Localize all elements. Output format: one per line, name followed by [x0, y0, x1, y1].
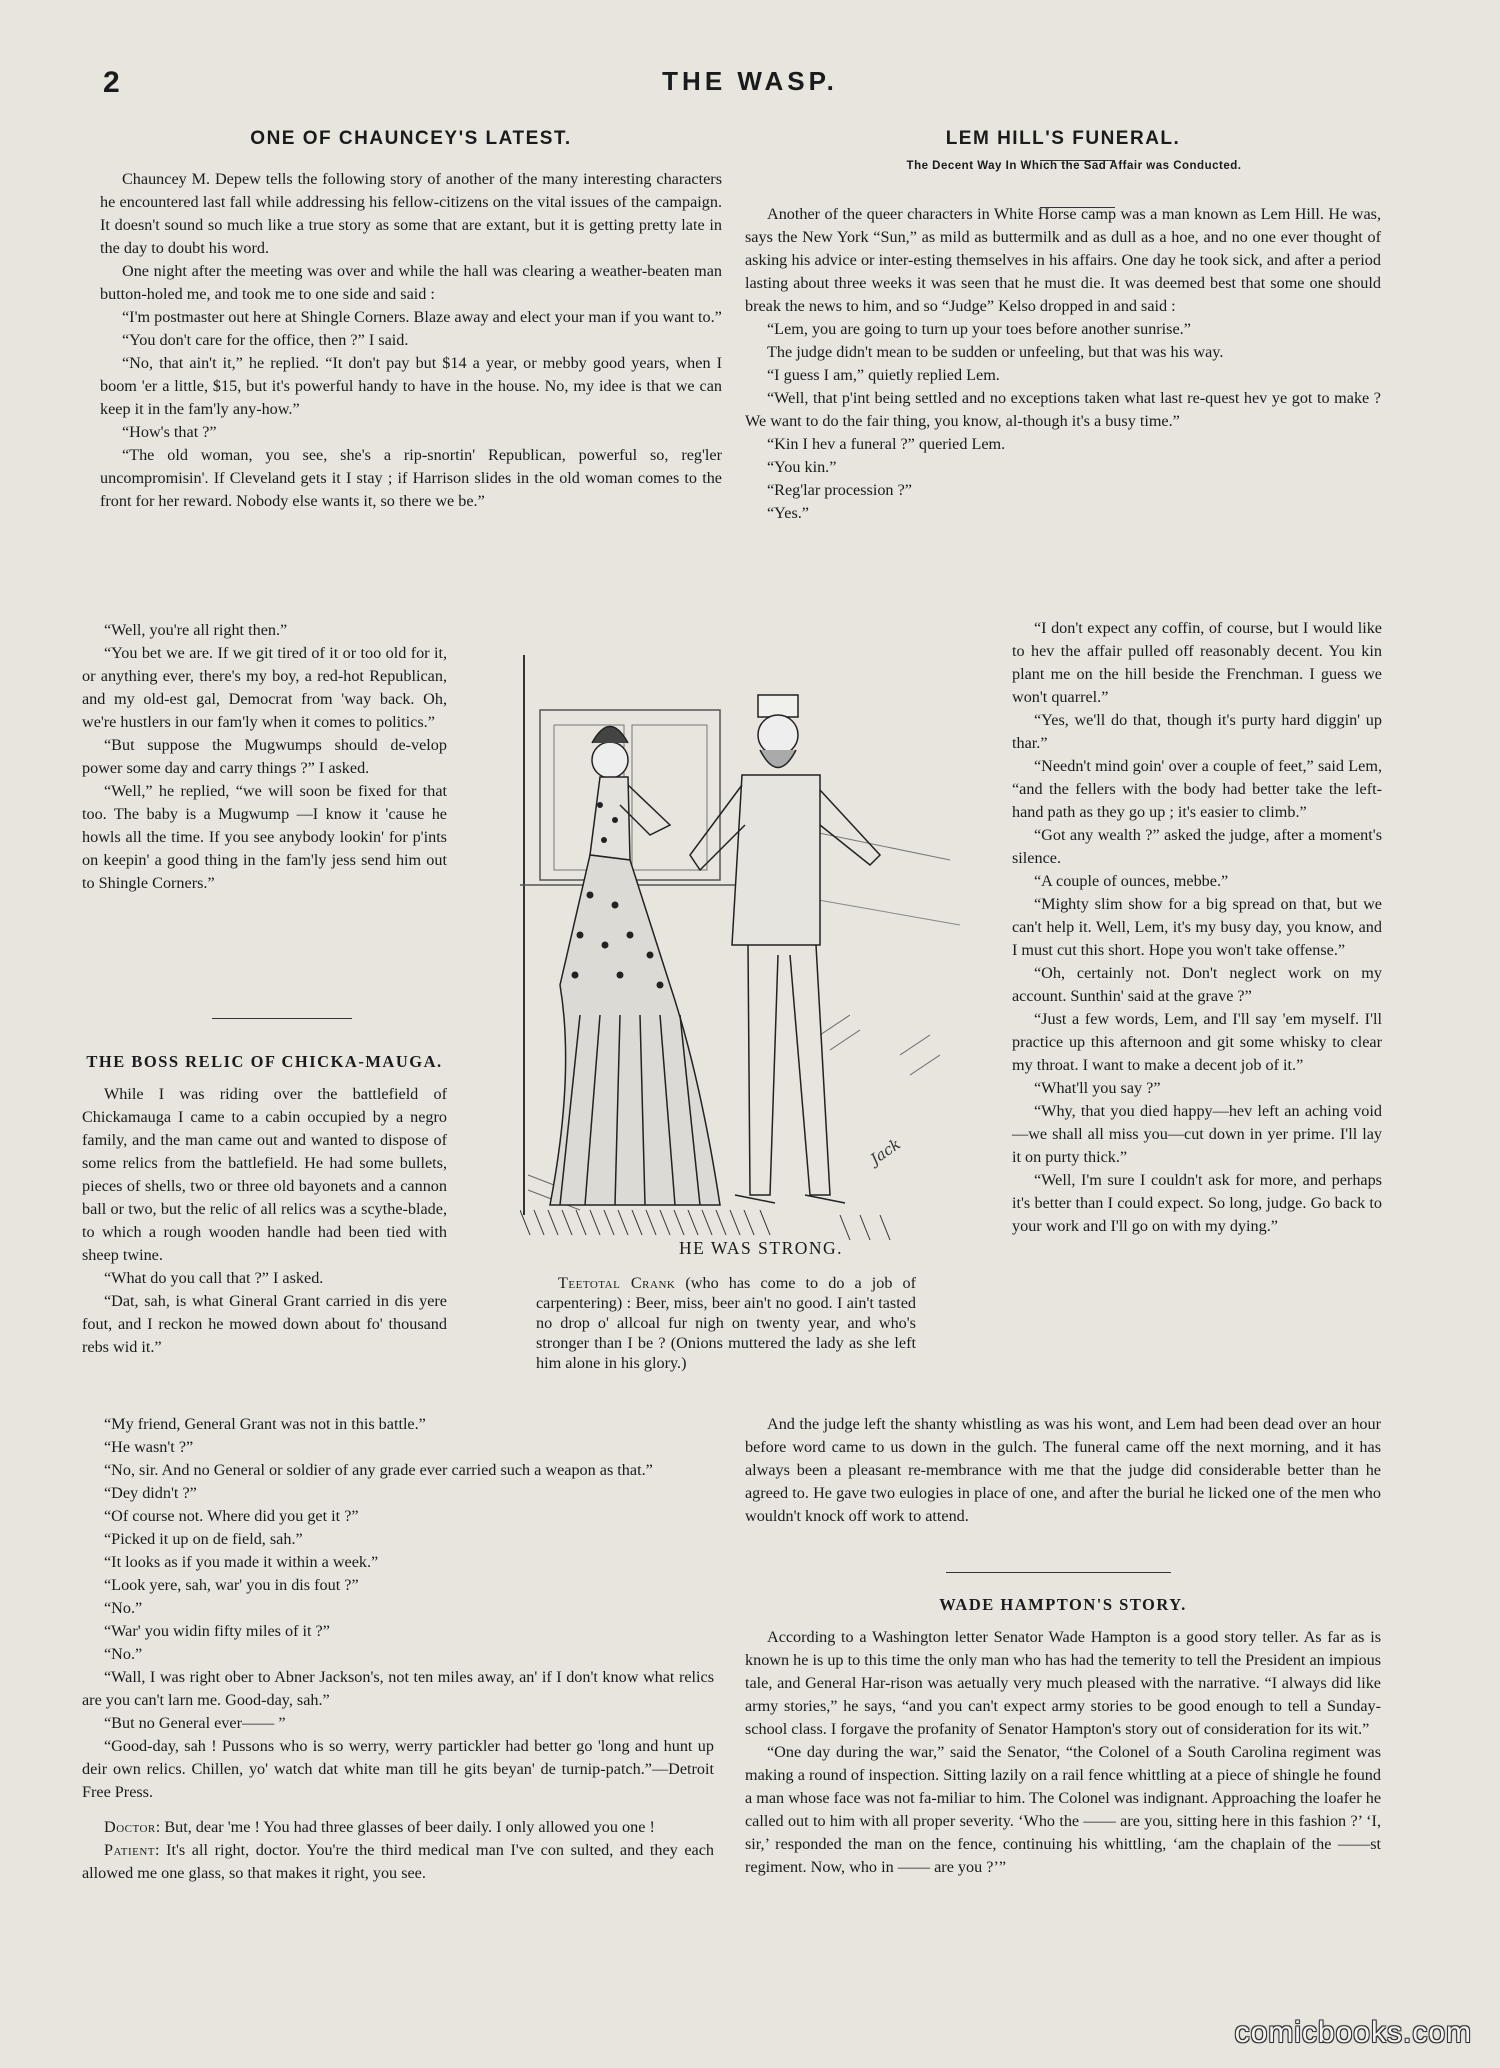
paragraph: “Kin I hev a funeral ?” queried Lem.	[767, 435, 1006, 453]
doctor-label: Doctor	[104, 1818, 156, 1836]
paragraph: “War' you widin fifty miles of it ?”	[104, 1622, 330, 1640]
patient-text: : It's all right, doctor. You're the third medical man I've con sulted, and they each allowed me one glass, so that makes it right, you see.	[82, 1841, 714, 1882]
lady-figure	[550, 727, 720, 1206]
masthead-title: THE WASP.	[662, 66, 838, 96]
paragraph: “I'm postmaster out here at Shingle Corners. Blaze away and elect your man if you want to.”	[122, 308, 722, 326]
paragraph: “But no General ever—— ”	[104, 1714, 286, 1732]
paragraph: “Yes, we'll do that, though it's purty hard diggin' up thar.”	[1012, 711, 1382, 752]
caption-body: (who has come to do a job of carpentering) : Beer, miss, beer ain't no good. I ain't tasted no drop o' allcoal fur nigh on twenty year, and who's stronger than I be ? (Onions muttered the lady as she left him alone in his glory.)	[536, 1274, 916, 1372]
paragraph: “But suppose the Mugwumps should de-velop power some day and carry things ?” I asked.	[82, 736, 447, 777]
paragraph: “Yes.”	[767, 504, 809, 522]
article-relic-wide	[82, 1413, 714, 1885]
paragraph: “Mighty slim show for a big spread on that, but we can't help it. Well, Lem, it's my busy day, you know, and I must cut this short. Hope you won't take offense.”	[1012, 895, 1382, 959]
paragraph: “Look yere, sah, war' you in dis fout ?”	[104, 1576, 359, 1594]
paragraph: “No.”	[104, 1599, 143, 1617]
paragraph: “Got any wealth ?” asked the judge, after a moment's silence.	[1012, 826, 1382, 867]
paragraph: “You kin.”	[767, 458, 837, 476]
article-wade	[745, 1593, 1381, 1879]
paragraph: “Oh, certainly not. Don't neglect work on my account. Sunthin' said at the grave ?”	[1012, 964, 1382, 1005]
divider-rule	[212, 1018, 352, 1019]
paragraph: “My friend, General Grant was not in this battle.”	[104, 1415, 426, 1433]
watermark: comicbooks.com	[1234, 2016, 1472, 2049]
article-lem-top	[745, 126, 1381, 525]
article-chauncey-narrow	[82, 619, 447, 895]
patient-label: Patient	[104, 1841, 155, 1859]
paragraph: According to a Washington letter Senator Wade Hampton is a good story teller. As far as is known he is up to this time the only man who has had the temerity to tell the President an impious tale, and General Har-rison was aetually very much pleased with the narrative. “I always did like army stories,” he says, “and you can't expect army stories to be good enough to tell a Sunday-school class. I forgave the profanity of Senator Hampton's story out of consideration for its wit.”	[745, 1628, 1381, 1738]
paragraph: “Reg'lar procession ?”	[767, 481, 912, 499]
divider-rule	[1040, 207, 1115, 208]
paragraph: “Why, that you died happy—hev left an aching void—we shall all miss you—cut down in yer prime. I'll lay it on purty thick.”	[1012, 1102, 1382, 1166]
paragraph: “Lem, you are going to turn up your toes before another sunrise.”	[767, 320, 1191, 338]
paragraph: “You don't care for the office, then ?” I said.	[122, 331, 409, 349]
doctor-joke-line	[82, 1816, 714, 1839]
paragraph: “Well,” he replied, “we will soon be fixed for that too. The baby is a Mugwump —I know it 'cause he howls all the time. If you see anybody lookin' for p'ints on keepin' a good thing in the fam'ly jess send him out to Shingle Corners.”	[82, 782, 447, 892]
article-lem-end	[745, 1413, 1381, 1528]
paragraph: “Wall, I was right ober to Abner Jackson's, not ten miles away, an' if I don't know what relics are you can't larn me. Good-day, sah.”	[82, 1668, 714, 1709]
paragraph: “The old woman, you see, she's a rip-snortin' Republican, powerful so, reg'ler uncompromisin'. If Cleveland gets it I stay ; if Harrison slides in the old woman comes to the front for her reward. Nobody else wants it, so there we be.”	[100, 446, 722, 510]
paragraph: “Needn't mind goin' over a couple of feet,” said Lem, “and the fellers with the body had better take the left-hand path as they go up ; it's easier to climb.”	[1012, 757, 1382, 821]
divider-rule	[1040, 160, 1115, 161]
paragraph: “A couple of ounces, mebbe.”	[1034, 872, 1229, 890]
illustration-he-was-strong	[520, 655, 1002, 1255]
article-chauncey-top	[100, 126, 722, 513]
paragraph: “Of course not. Where did you get it ?”	[104, 1507, 359, 1525]
paragraph: “How's that ?”	[122, 423, 217, 441]
illustration-caption-title: HE WAS STRONG.	[678, 1238, 844, 1258]
caption-speaker: Teetotal Crank	[558, 1274, 676, 1292]
paragraph: “One day during the war,” said the Senator, “the Colonel of a South Carolina regiment was making a round of inspection. Sitting lazily on a rail fence whittling at a piece of shingle he found a man whose face was not fa-miliar to him. The Colonel was indignant. Approaching the loafer he called out to him with all proper severity. ‘Who the —— are you, sitting here in this fashion ?’ ‘I, sir,’ responded the man on the fence, continuing his whittling, ‘am the chaplain of the ——st regiment. Now, who in —— are you ?’”	[745, 1743, 1381, 1876]
article-subtitle-lem: The Decent Way In Which the Sad Affair was Conducted.	[906, 160, 1242, 172]
article-title-relic: THE BOSS RELIC OF CHICKA-MAUGA.	[86, 1052, 443, 1071]
article-lem-narrow	[1012, 617, 1382, 1238]
article-title-wade: WADE HAMPTON'S STORY.	[939, 1595, 1187, 1614]
paragraph: “He wasn't ?”	[104, 1438, 194, 1456]
illustration-caption	[536, 1273, 916, 1373]
page-number: 2	[103, 66, 120, 99]
paragraph: Chauncey M. Depew tells the following story of another of the many interesting characters he encountered last fall while addressing his fellow-citizens on the vital issues of the campaign. It doesn't sound so much like a true story as some that are extant, but it is getting pretty late in the day to doubt his word.	[100, 170, 722, 257]
paragraph: “I guess I am,” quietly replied Lem.	[767, 366, 1000, 384]
caption-text	[536, 1273, 916, 1373]
paragraph: “Dat, sah, is what Gineral Grant carried in dis yere fout, and I reckon he mowed down about fo' thousand rebs wid it.”	[82, 1292, 447, 1356]
divider-rule	[946, 1572, 1171, 1573]
paragraph: “Well, you're all right then.”	[104, 621, 288, 639]
paragraph: “Well, that p'int being settled and no exceptions taken what last re-quest hev ye got to make ? We want to do the fair thing, you know, al-though it's a busy time.”	[745, 389, 1381, 430]
article-title-chauncey: ONE OF CHAUNCEY'S LATEST.	[250, 128, 572, 149]
paragraph: “It looks as if you made it within a week.”	[104, 1553, 379, 1571]
paragraph: “You bet we are. If we git tired of it or too old for it, or anything ever, there's my boy, a red-hot Republican, and my old-est gal, Democrat from 'way back. Oh, we're hustlers in our fam'ly when it comes to politics.”	[82, 644, 447, 731]
man-figure	[690, 695, 880, 1203]
paragraph: “What do you call that ?” I asked.	[104, 1269, 324, 1287]
paragraph: “No, that ain't it,” he replied. “It don't pay but $14 a year, or mebby good years, when I boom 'er a little, $15, but it's powerful handy to have in the house. No, my idee is that we can keep it in the fam'ly any-how.”	[100, 354, 722, 418]
paragraph: “Dey didn't ?”	[104, 1484, 197, 1502]
paragraph: “Picked it up on de field, sah.”	[104, 1530, 303, 1548]
paragraph: “No.”	[104, 1645, 143, 1663]
doctor-text: : But, dear 'me ! You had three glasses of beer daily. I only allowed you one !	[155, 1818, 655, 1836]
paragraph: And the judge left the shanty whistling as was his wont, and Lem had been dead over an hour before word came to us down in the gulch. The funeral came off the next morning, and it has always been a pleasant re-membrance with me that the judge did considerable better than he agreed to. He gave two eulogies in place of one, and after the burial he licked one of the men who wouldn't knock off work to attend.	[745, 1415, 1381, 1525]
paragraph: “No, sir. And no General or soldier of any grade ever carried such a weapon as that.”	[104, 1461, 653, 1479]
paragraph: “Good-day, sah ! Pussons who is so werry, werry partickler had better go 'long and hunt up deir own relics. Chillen, yo' watch dat white man till he gits beyan' de turnip-patch.”—Detroit Free Press.	[82, 1737, 714, 1801]
paragraph: While I was riding over the battlefield of Chickamauga I came to a cabin occupied by a negro family, and the man came out and wanted to dispose of some relics from the battlefield. He had some bullets, pieces of shells, two or three old bayonets and a cannon ball or two, but the relic of all relics was a scythe-blade, to which a rough wooden handle had been tied with sheep twine.	[82, 1085, 447, 1264]
article-title-lem: LEM HILL'S FUNERAL.	[945, 128, 1181, 149]
article-relic-narrow	[82, 1050, 447, 1359]
paragraph: Another of the queer characters in White Horse camp was a man known as Lem Hill. He was, says the New York “Sun,” as mild as buttermilk and as dull as a hoe, and no one ever thought of asking his advice or inter-esting themselves in his affairs. One day he took sick, and after a period lasting about three weeks it was seen that he must die. It was deemed best that some one should break the news to him, and so “Judge” Kelso dropped in and said :	[745, 205, 1381, 315]
paragraph: “I don't expect any coffin, of course, but I would like to hev the affair pulled off reasonably decent. You kin plant me on the hill beside the Frenchman. I guess we won't quarrel.”	[1012, 619, 1382, 706]
paragraph: One night after the meeting was over and while the hall was clearing a weather-beaten man button-holed me, and took me to one side and said :	[100, 262, 722, 303]
artist-signature: Jack	[866, 1134, 904, 1169]
paragraph: The judge didn't mean to be sudden or unfeeling, but that was his way.	[767, 343, 1224, 361]
paragraph: “What'll you say ?”	[1034, 1079, 1161, 1097]
paragraph: “Just a few words, Lem, and I'll say 'em myself. I'll practice up this afternoon and git some whisky to clear my throat. I want to make a decent job of it.”	[1012, 1010, 1382, 1074]
paragraph: “Well, I'm sure I couldn't ask for more, and perhaps it's better than I could expect. So long, judge. Go back to your work and I'll go on with my dying.”	[1012, 1171, 1382, 1235]
patient-joke-line	[82, 1839, 714, 1885]
